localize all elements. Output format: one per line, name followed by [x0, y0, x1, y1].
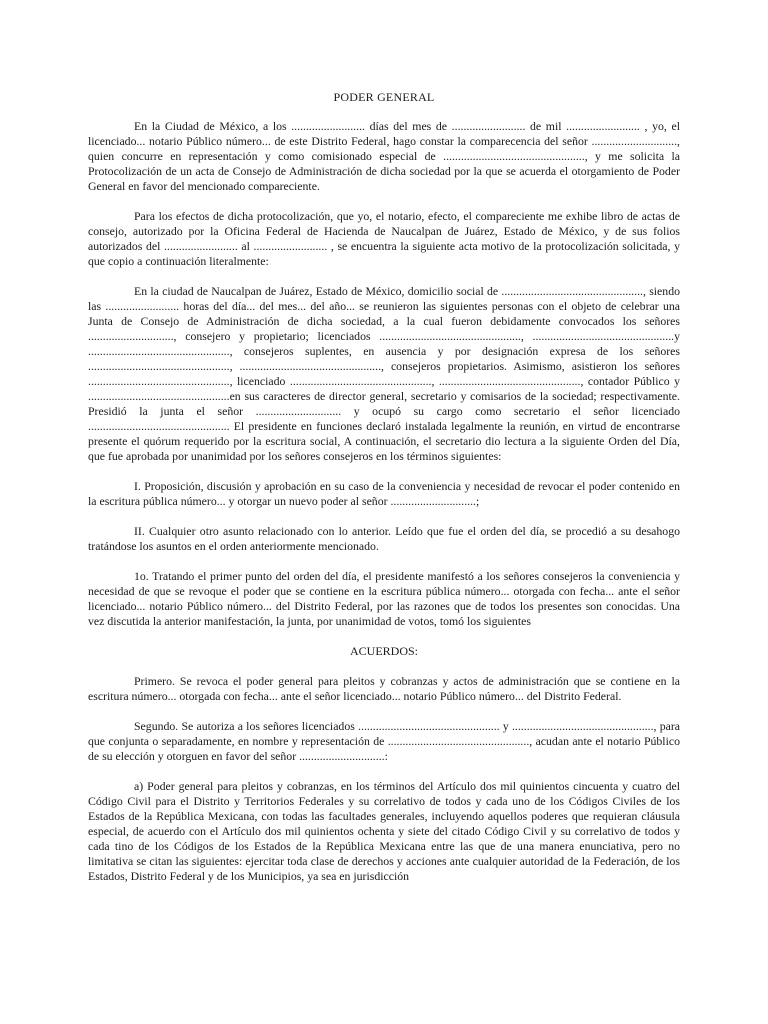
- paragraph-orden-i: I. Proposición, discusión y aprobación en su caso de la conveniencia y necesidad de revocar el poder contenido en la escritura pública número... y otorgar un nuevo poder al señor .............................;: [88, 479, 680, 508]
- paragraph-segundo: Segundo. Se autoriza a los señores licenciados ................................................ y ................................................, para que conjunta o separadamente, en nombre y representación de ................................................, acudan ante el notario Público de su elección y otorguen en favor del señor .............................:: [88, 719, 680, 763]
- paragraph-poder-pleitos: a) Poder general para pleitos y cobranzas, en los términos del Artículo dos mil quinientos cincuenta y cuatro del Código Civil para el Distrito y Territorios Federales y su correlativo de todos y cada uno de los Códigos Civiles de los Estados de la República Mexicana, con todas las facultades generales, incluyendo aquellos poderes que requieran cláusula especial, de acuerdo con el Artículo dos mil quinientos ochenta y siete del citado Código Civil y su correlativo de todos y cada tino de los Códigos de los Estados de la República Mexicana entre las que de una manera enunciativa, pero no limitativa se citan las siguientes: ejercitar toda clase de derechos y acciones ante cualquier autoridad de la Federación, de los Estados, Distrito Federal y de los Municipios, ya sea en jurisdicción: [88, 779, 680, 883]
- acuerdos-heading: ACUERDOS:: [349, 644, 418, 658]
- paragraph-acta: En la ciudad de Naucalpan de Juárez, Estado de México, domicilio social de ................................................, siendo las ......................... horas del día... del mes... del año... se reunieron las siguientes personas con el objeto de celebrar una Junta de Consejo de Administración de dicha sociedad, a la cual fueron debidamente convocados los señores ............................., consejero y propietario; licenciados ................................................, ................................................y ................................................, consejeros suplentes, en ausencia y por designación expresa de los señores ................................................, ................................................, consejeros propietarios. Asimismo, asistieron los señores ................................................, licenciado ................................................, ................................................, contador Público y ................................................en sus caracteres de director general, secretario y comisarios de la sociedad; respectivamente. Presidió la junta el señor ............................. y ocupó su cargo como secretario el señor licenciado ................................................ El presidente en funciones declaró instalada legalmente la reunión, en virtud de encontrarse presente el quórum requerido por la escritura social, A continuación, el secretario dio lectura a la siguiente Orden del Día, que fue aprobada por unanimidad por los señores consejeros en los términos siguientes:: [88, 284, 680, 463]
- document-page: [88, 90, 680, 899]
- paragraph-orden-ii: II. Cualquier otro asunto relacionado con lo anterior. Leído que fue el orden del día, se procedió a su desahogo tratándose los asuntos en el orden anteriormente mencionado.: [88, 524, 680, 553]
- document-title: PODER GENERAL: [333, 90, 435, 104]
- paragraph-intro-2: Para los efectos de dicha protocolización, que yo, el notario, efecto, el compareciente me exhibe libro de actas de consejo, autorizado por la Oficina Federal de Hacienda de Naucalpan de Juárez, Estado de México, y de sus folios autorizados del ......................... al ......................... , se encuentra la siguiente acta motivo de la protocolización solicitada, y que copio a continuación literalmente:: [88, 209, 680, 268]
- paragraph-intro-1: En la Ciudad de México, a los ......................... días del mes de ......................... de mil ......................... , yo, el licenciado... notario Público número... de este Distrito Federal, hago constar la comparecencia del señor ............................., quien concurre en representación y como comisionado especial de ................................................, y me solicita la Protocolización de un acta de Consejo de Administración de dicha sociedad por la que se acuerda el otorgamiento de Poder General en favor del mencionado compareciente.: [88, 119, 680, 193]
- paragraph-primero: Primero. Se revoca el poder general para pleitos y cobranzas y actos de administración que se contiene en la escritura número... otorgada con fecha... ante el señor licenciado... notario Público número... del Distrito Federal.: [88, 674, 680, 703]
- paragraph-primer-punto: 1o. Tratando el primer punto del orden del día, el presidente manifestó a los señores consejeros la conveniencia y necesidad de que se revoque el poder que se contiene en la escritura pública número... otorgada con fecha... ante el señor licenciado... notario Público número... del Distrito Federal, por las razones que de todos los presentes son conocidas. Una vez discutida la anterior manifestación, la junta, por unanimidad de votos, tomó los siguientes: [88, 569, 680, 628]
